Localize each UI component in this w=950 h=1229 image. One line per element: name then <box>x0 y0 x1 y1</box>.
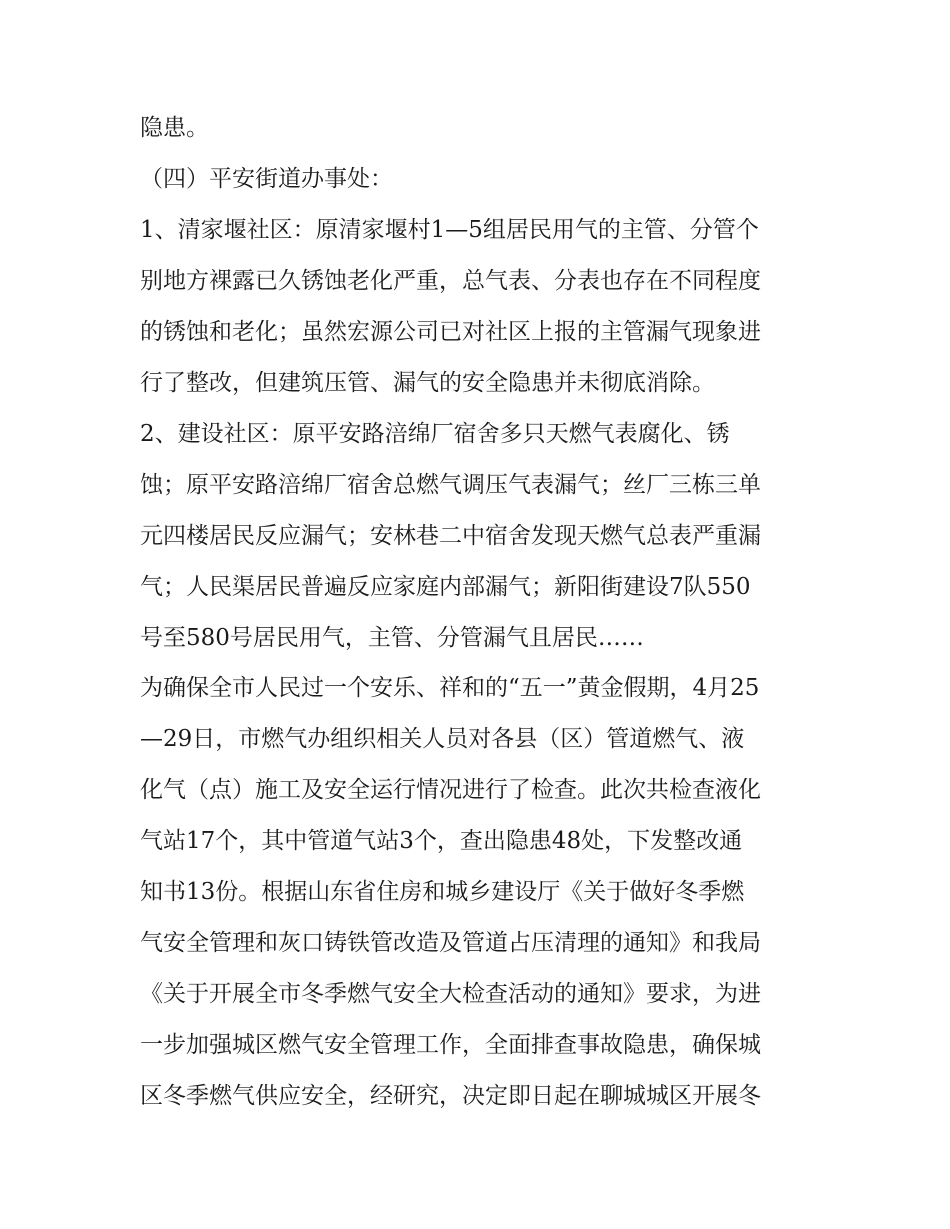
text-line: 隐患。 <box>140 115 209 141</box>
text-line: 知书13份。根据山东省住房和城乡建设厅《关于做好冬季燃 <box>140 879 745 905</box>
text-line: 气；人民渠居民普遍反应家庭内部漏气；新阳街建设7队550 <box>140 574 751 600</box>
text-line: 的锈蚀和老化；虽然宏源公司已对社区上报的主管漏气现象进 <box>140 319 761 345</box>
text-line: —29日，市燃气办组织相关人员对各县（区）管道燃气、液 <box>140 726 745 752</box>
text-line: 蚀；原平安路涪绵厂宿舍总燃气调压气表漏气；丝厂三栋三单 <box>140 472 761 498</box>
text-line: 气安全管理和灰口铸铁管改造及管道占压清理的通知》和我局 <box>140 930 761 956</box>
text-line: 行了整改，但建筑压管、漏气的安全隐患并未彻底消除。 <box>140 370 715 396</box>
text-line: 号至580号居民用气，主管、分管漏气且居民…… <box>140 625 644 651</box>
text-line: 为确保全市人民过一个安乐、祥和的“五一”黄金假期，4月25 <box>140 675 760 701</box>
text-line: 化气（点）施工及安全运行情况进行了检查。此次共检查液化 <box>140 777 761 803</box>
text-line: 区冬季燃气供应安全，经研究，决定即日起在聊城城区开展冬 <box>140 1083 761 1109</box>
text-line: 一步加强城区燃气安全管理工作，全面排查事故隐患，确保城 <box>140 1032 761 1058</box>
text-line: 1、清家堰社区：原清家堰村1—5组居民用气的主管、分管个 <box>140 217 759 243</box>
text-line: 2、建设社区：原平安路涪绵厂宿舍多只天燃气表腐化、锈 <box>140 421 730 447</box>
text-line: 气站17个，其中管道气站3个，查出隐患48处，下发整改通 <box>140 828 743 854</box>
text-line: 元四楼居民反应漏气；安林巷二中宿舍发现天燃气总表严重漏 <box>140 523 761 549</box>
text-line: 别地方裸露已久锈蚀老化严重，总气表、分表也存在不同程度 <box>140 268 761 294</box>
text-line: （四）平安街道办事处： <box>140 166 393 192</box>
text-line: 《关于开展全市冬季燃气安全大检查活动的通知》要求，为进 <box>140 981 761 1007</box>
